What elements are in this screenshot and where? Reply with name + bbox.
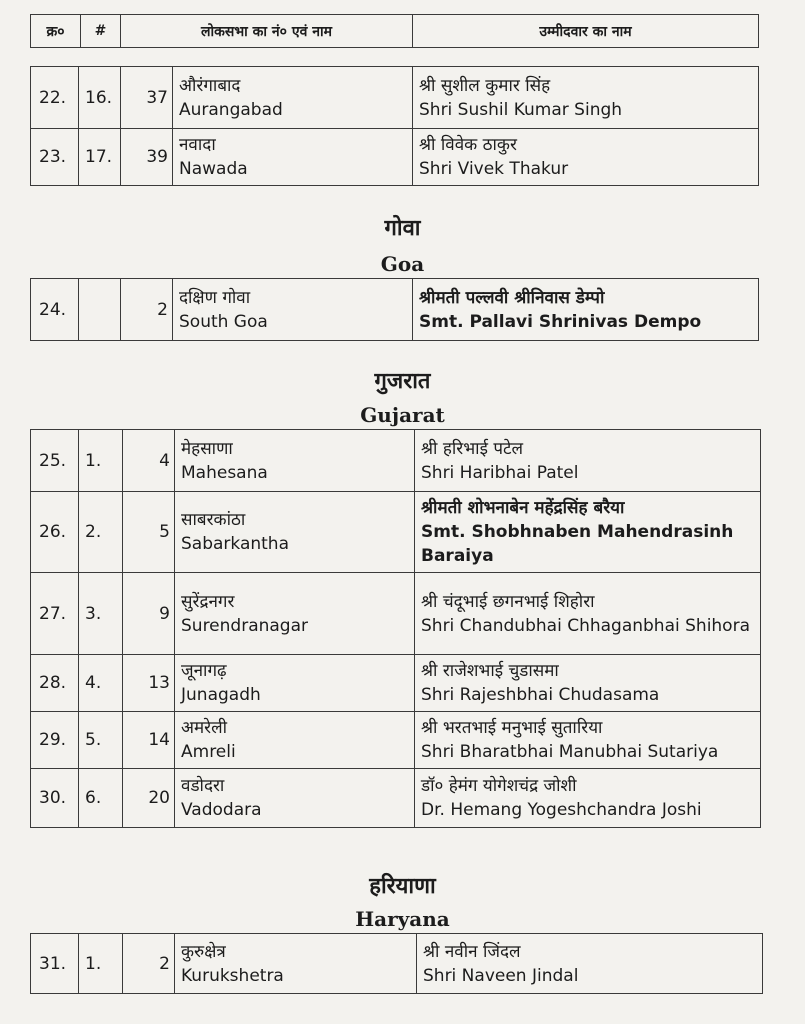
serial-number: 27. <box>31 573 79 655</box>
candidate-hindi: श्री नवीन जिंदल <box>423 941 521 962</box>
pc-number: 37 <box>121 67 173 129</box>
table-row <box>31 430 761 492</box>
candidate-cell <box>415 430 761 492</box>
state-serial: 16. <box>79 67 121 129</box>
constituency-english: Junagadh <box>181 685 261 705</box>
table-row <box>31 67 759 129</box>
constituency-english: Nawada <box>179 159 248 179</box>
state-title-hindi-gujarat: गुजरात <box>374 368 431 394</box>
constituency-cell <box>173 129 413 186</box>
table-row <box>31 492 761 573</box>
constituency-english: Amreli <box>181 742 236 762</box>
candidate-english: Smt. Pallavi Shrinivas Dempo <box>419 311 702 332</box>
state-serial: 6. <box>79 769 123 828</box>
constituency-cell <box>173 67 413 129</box>
constituency-english: Vadodara <box>181 800 262 820</box>
candidate-cell <box>415 492 761 573</box>
constituency-hindi: औरंगाबाद <box>179 75 241 96</box>
serial-number: 30. <box>31 769 79 828</box>
col-candidate-header: उम्मीदवार का नाम <box>413 15 759 48</box>
table-row <box>31 769 761 828</box>
goa-table <box>30 278 759 341</box>
constituency-english: Mahesana <box>181 462 268 483</box>
constituency-english: Surendranagar <box>181 615 309 636</box>
candidate-hindi: डॉ० हेमंग योगेशचंद्र जोशी <box>421 776 577 796</box>
state-serial: 17. <box>79 129 121 186</box>
candidate-hindi: श्री राजेशभाई चुडासमा <box>421 661 559 681</box>
candidate-cell <box>415 769 761 828</box>
candidate-english: Shri Rajeshbhai Chudasama <box>421 685 660 705</box>
candidate-english: Shri Chandubhai Chhaganbhai Shihora <box>421 615 750 636</box>
state-serial: 1. <box>79 430 123 492</box>
candidate-cell <box>413 67 759 129</box>
serial-number: 29. <box>31 712 79 769</box>
serial-number: 31. <box>31 934 79 994</box>
constituency-cell <box>175 712 415 769</box>
state-serial: 4. <box>79 655 123 712</box>
candidate-english: Shri Naveen Jindal <box>423 965 579 986</box>
pc-number: 39 <box>121 129 173 186</box>
state-title-english-goa: Goa <box>380 252 425 276</box>
pc-number: 5 <box>123 492 175 573</box>
serial-number: 28. <box>31 655 79 712</box>
pc-number: 14 <box>123 712 175 769</box>
constituency-cell <box>175 573 415 655</box>
col-hash-header: # <box>81 15 121 48</box>
pc-number: 13 <box>123 655 175 712</box>
candidate-english: Dr. Hemang Yogeshchandra Joshi <box>421 800 702 820</box>
constituency-english: South Goa <box>179 311 268 332</box>
constituency-cell <box>175 430 415 492</box>
serial-number: 26. <box>31 492 79 573</box>
candidate-english: Shri Haribhai Patel <box>421 462 579 483</box>
candidate-english: Shri Bharatbhai Manubhai Sutariya <box>421 742 719 762</box>
candidate-hindi: श्री हरिभाई पटेल <box>421 438 524 459</box>
state-title-hindi-goa: गोवा <box>384 215 421 241</box>
col-kra-header: क्र० <box>31 15 81 48</box>
constituency-english: Kurukshetra <box>181 965 284 986</box>
constituency-hindi: नवादा <box>179 135 216 155</box>
table-row <box>31 279 759 341</box>
state-title-english-gujarat: Gujarat <box>360 403 445 427</box>
constituency-cell <box>175 769 415 828</box>
state-serial: 5. <box>79 712 123 769</box>
state-serial <box>79 279 121 341</box>
state-serial: 3. <box>79 573 123 655</box>
constituency-english: Sabarkantha <box>181 534 290 554</box>
candidate-hindi: श्री चंदूभाई छगनभाई शिहोरा <box>421 591 595 612</box>
gujarat-table <box>30 429 761 828</box>
candidate-cell <box>413 129 759 186</box>
col-loksabha-header: लोकसभा का नं० एवं नाम <box>121 15 413 48</box>
table-row <box>31 573 761 655</box>
constituency-hindi: अमरेली <box>181 718 228 738</box>
constituency-hindi: सुरेंद्रनगर <box>181 591 235 612</box>
candidate-cell <box>417 934 763 994</box>
table-row <box>31 712 761 769</box>
serial-number: 24. <box>31 279 79 341</box>
constituency-hindi: साबरकांठा <box>181 510 246 530</box>
constituency-english: Aurangabad <box>179 99 283 120</box>
serial-number: 25. <box>31 430 79 492</box>
pc-number: 9 <box>123 573 175 655</box>
state-title-hindi-haryana: हरियाणा <box>369 873 436 899</box>
serial-number: 23. <box>31 129 79 186</box>
constituency-cell <box>173 279 413 341</box>
state-serial: 2. <box>79 492 123 573</box>
candidate-english: Shri Sushil Kumar Singh <box>419 99 623 120</box>
constituency-hindi: दक्षिण गोवा <box>179 287 251 308</box>
pc-number: 2 <box>121 279 173 341</box>
candidate-hindi: श्रीमती शोभनाबेन महेंद्रसिंह बरैया <box>421 498 625 518</box>
constituency-hindi: कुरुक्षेत्र <box>181 941 226 962</box>
pc-number: 20 <box>123 769 175 828</box>
candidate-hindi: श्रीमती पल्लवी श्रीनिवास डेम्पो <box>419 287 605 308</box>
constituency-hindi: वडोदरा <box>181 776 225 796</box>
candidate-cell <box>415 712 761 769</box>
constituency-hindi: मेहसाणा <box>181 438 233 459</box>
table-row <box>31 129 759 186</box>
candidate-cell <box>415 573 761 655</box>
candidate-cell <box>413 279 759 341</box>
haryana-table <box>30 933 763 994</box>
header-table <box>30 14 759 48</box>
candidate-hindi: श्री सुशील कुमार सिंह <box>419 75 551 96</box>
state-title-english-haryana: Haryana <box>355 907 450 931</box>
constituency-cell <box>175 492 415 573</box>
header-row <box>31 15 759 48</box>
state-serial: 1. <box>79 934 123 994</box>
pc-number: 4 <box>123 430 175 492</box>
table-row <box>31 934 763 994</box>
candidate-cell <box>415 655 761 712</box>
serial-number: 22. <box>31 67 79 129</box>
bihar-table <box>30 66 759 186</box>
pc-number: 2 <box>123 934 175 994</box>
constituency-cell <box>175 655 415 712</box>
constituency-cell <box>175 934 417 994</box>
candidate-hindi: श्री विवेक ठाकुर <box>419 135 517 155</box>
candidate-english: Smt. Shobhnaben Mahendrasinh Baraiya <box>421 522 734 566</box>
candidate-english: Shri Vivek Thakur <box>419 159 569 179</box>
table-row <box>31 655 761 712</box>
candidate-hindi: श्री भरतभाई मनुभाई सुतारिया <box>421 718 603 738</box>
constituency-hindi: जूनागढ़ <box>181 661 227 681</box>
